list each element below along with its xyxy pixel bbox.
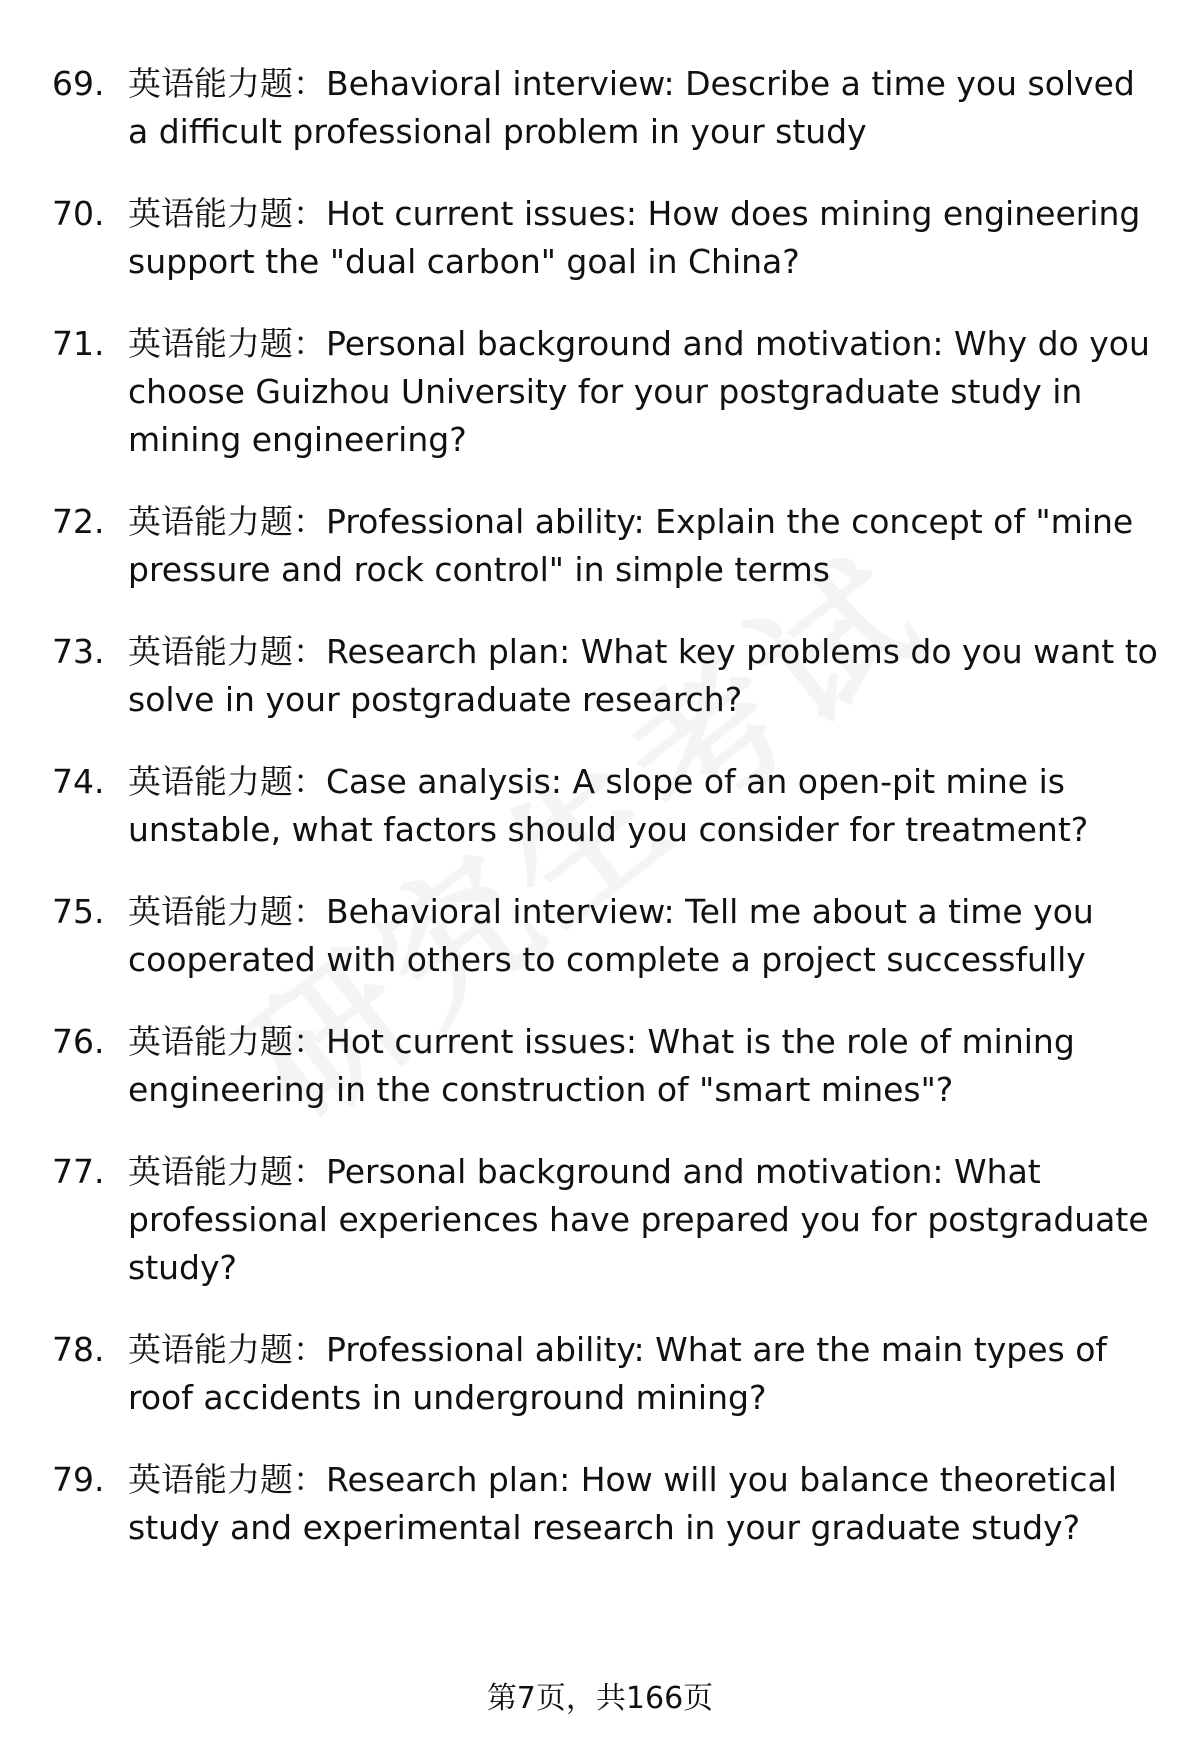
question-item bbox=[52, 1456, 1162, 1552]
question-text: 英语能力题：Case analysis: A slope of an open-pit mine is unstable, what factors should you consider for treatment? bbox=[128, 762, 1089, 849]
question-number: 71. bbox=[52, 324, 105, 363]
question-list bbox=[52, 60, 1162, 1586]
question-number: 73. bbox=[52, 632, 105, 671]
question-number: 79. bbox=[52, 1460, 105, 1499]
question-number: 70. bbox=[52, 194, 105, 233]
question-item bbox=[52, 60, 1162, 156]
question-text: 英语能力题：Personal background and motivation: What professional experiences have prepared you for postgraduate study? bbox=[128, 1152, 1149, 1287]
question-text: 英语能力题：Professional ability: Explain the concept of "mine pressure and rock control" in simple terms bbox=[128, 502, 1134, 589]
question-number: 74. bbox=[52, 762, 105, 801]
question-item bbox=[52, 320, 1162, 464]
question-number: 78. bbox=[52, 1330, 105, 1369]
question-text: 英语能力题：Hot current issues: How does mining engineering support the "dual carbon" goal in China? bbox=[128, 194, 1141, 281]
question-item bbox=[52, 498, 1162, 594]
question-item bbox=[52, 190, 1162, 286]
question-text: 英语能力题：Research plan: What key problems do you want to solve in your postgraduate research? bbox=[128, 632, 1158, 719]
question-item bbox=[52, 1148, 1162, 1292]
question-number: 75. bbox=[52, 892, 105, 931]
question-text: 英语能力题：Behavioral interview: Tell me about a time you cooperated with others to complete a project successfully bbox=[128, 892, 1094, 979]
question-number: 76. bbox=[52, 1022, 105, 1061]
question-item bbox=[52, 1018, 1162, 1114]
question-number: 72. bbox=[52, 502, 105, 541]
question-number: 69. bbox=[52, 64, 105, 103]
page-footer: 第7页，共166页 bbox=[486, 1681, 714, 1716]
question-text: 英语能力题：Professional ability: What are the main types of roof accidents in underground mining? bbox=[128, 1330, 1108, 1417]
question-text: 英语能力题：Behavioral interview: Describe a time you solved a difficult professional problem in your study bbox=[128, 64, 1135, 151]
question-text: 英语能力题：Hot current issues: What is the role of mining engineering in the construction of "smart mines"? bbox=[128, 1022, 1075, 1109]
question-item bbox=[52, 1326, 1162, 1422]
question-number: 77. bbox=[52, 1152, 105, 1191]
question-text: 英语能力题：Personal background and motivation: Why do you choose Guizhou University for your postgraduate study in mining engineering? bbox=[128, 324, 1150, 459]
question-text: 英语能力题：Research plan: How will you balance theoretical study and experimental research in your graduate study? bbox=[128, 1460, 1117, 1547]
question-item bbox=[52, 628, 1162, 724]
question-item bbox=[52, 758, 1162, 854]
question-item bbox=[52, 888, 1162, 984]
